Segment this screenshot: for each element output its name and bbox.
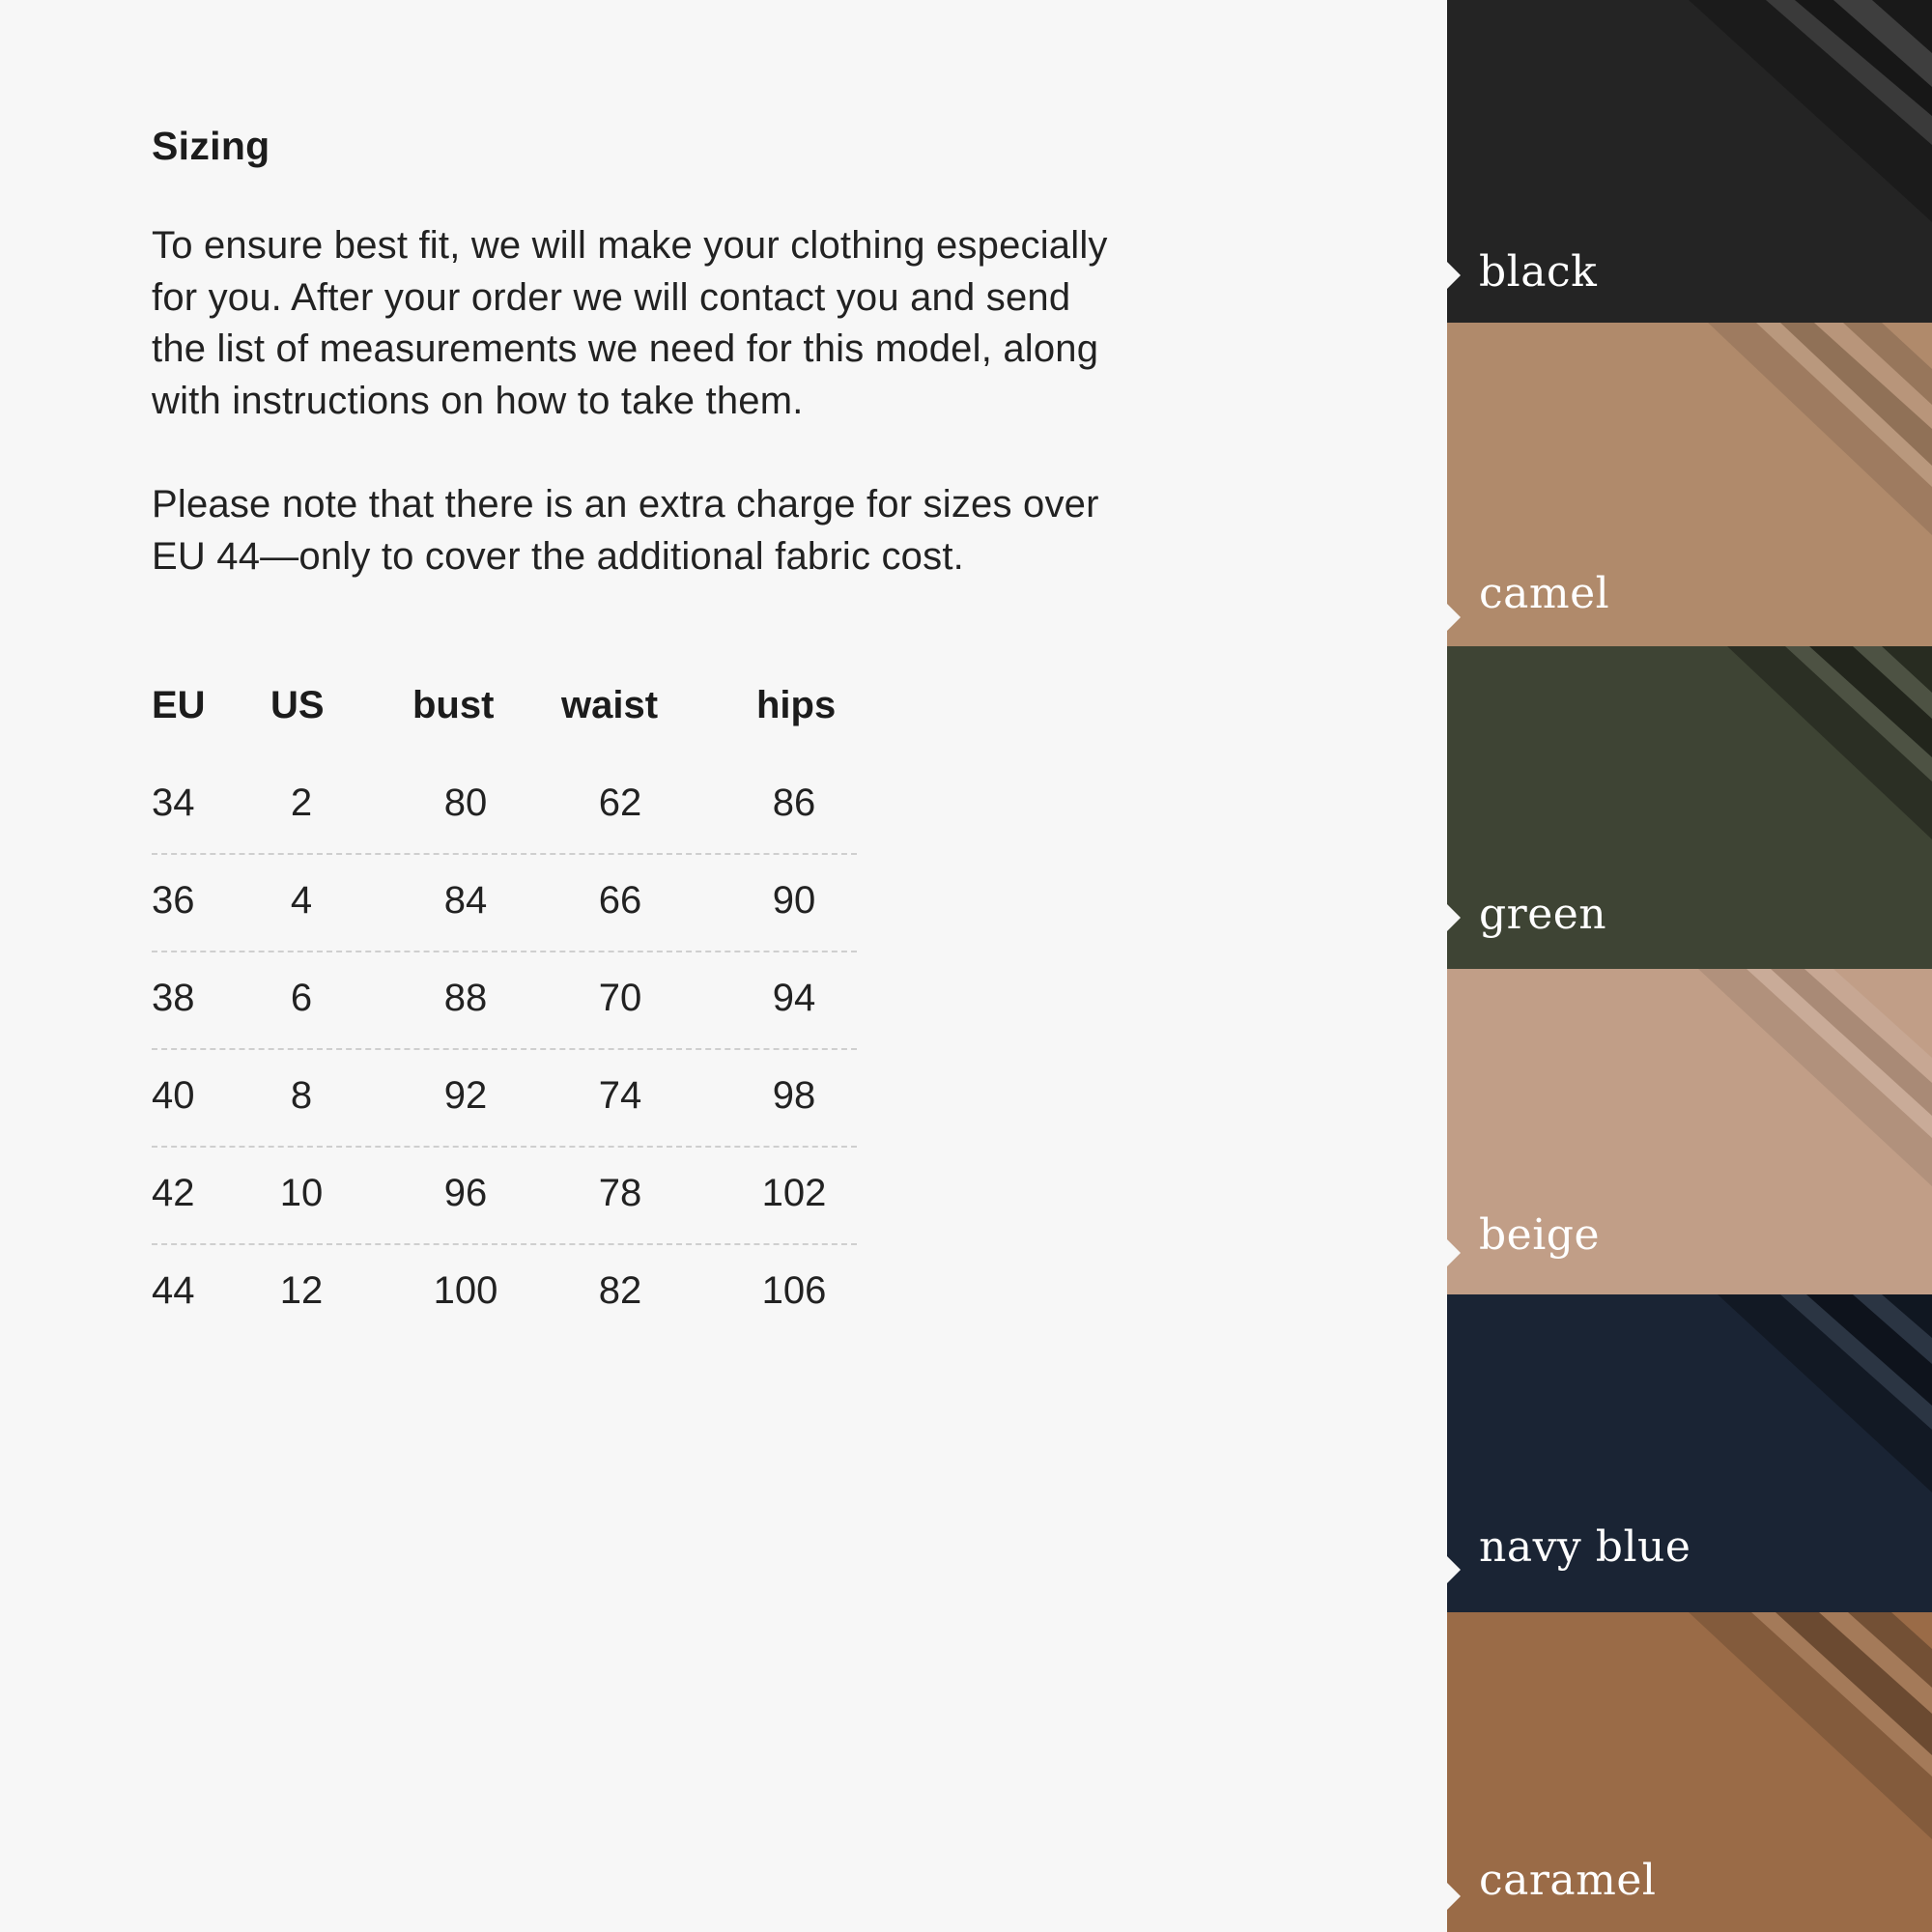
cell-hips: 86 bbox=[772, 781, 816, 824]
label-pointer bbox=[1447, 604, 1461, 631]
size-table bbox=[152, 676, 857, 1359]
table-row bbox=[152, 871, 857, 969]
label-pointer bbox=[1447, 262, 1461, 289]
swatch-beige bbox=[1447, 969, 1932, 1294]
header-hips: hips bbox=[756, 684, 837, 726]
cell-hips: 90 bbox=[772, 879, 816, 922]
row-divider bbox=[152, 1146, 857, 1148]
cell-hips: 94 bbox=[772, 977, 816, 1019]
cell-waist: 74 bbox=[598, 1074, 642, 1117]
cell-hips: 102 bbox=[761, 1172, 827, 1214]
row-divider bbox=[152, 853, 857, 855]
cell-eu: 36 bbox=[152, 879, 195, 922]
cell-bust: 84 bbox=[443, 879, 488, 922]
table-row bbox=[152, 1066, 857, 1164]
label-pointer bbox=[1447, 904, 1461, 931]
label-pointer bbox=[1447, 1239, 1461, 1266]
table-row bbox=[152, 1262, 857, 1359]
color-swatches bbox=[1447, 0, 1932, 1932]
cell-waist: 78 bbox=[598, 1172, 642, 1214]
color-label: beige bbox=[1479, 1210, 1600, 1260]
cell-eu: 40 bbox=[152, 1074, 195, 1117]
label-pointer bbox=[1447, 1556, 1461, 1583]
cell-us: 10 bbox=[279, 1172, 324, 1214]
cell-bust: 88 bbox=[443, 977, 488, 1019]
row-divider bbox=[152, 1048, 857, 1050]
color-label: caramel bbox=[1479, 1856, 1657, 1905]
cell-us: 8 bbox=[290, 1074, 313, 1117]
header-waist: waist bbox=[561, 684, 659, 726]
swatch-green bbox=[1447, 646, 1932, 969]
color-label: black bbox=[1479, 247, 1598, 297]
color-label: camel bbox=[1479, 569, 1610, 618]
cell-eu: 34 bbox=[152, 781, 195, 824]
cell-bust: 80 bbox=[443, 781, 488, 824]
section-title: Sizing bbox=[152, 124, 270, 168]
swatch-navy-blue bbox=[1447, 1294, 1932, 1612]
cell-waist: 70 bbox=[598, 977, 642, 1019]
swatch-black bbox=[1447, 0, 1932, 323]
table-row bbox=[152, 969, 857, 1066]
table-row bbox=[152, 774, 857, 871]
fit-paragraph: To ensure best fit, we will make your clothing especially for you. After your order we will contact you and send the list of measurements we need for this model, along with instructions on how to take them. bbox=[152, 224, 1108, 422]
cell-eu: 38 bbox=[152, 977, 195, 1019]
cell-waist: 62 bbox=[598, 781, 642, 824]
color-label: green bbox=[1479, 890, 1607, 939]
cell-waist: 66 bbox=[598, 879, 642, 922]
cell-bust: 96 bbox=[443, 1172, 488, 1214]
cell-us: 12 bbox=[279, 1269, 324, 1312]
cell-bust: 100 bbox=[433, 1269, 498, 1312]
header-us: US bbox=[270, 684, 325, 726]
cell-eu: 44 bbox=[152, 1269, 195, 1312]
row-divider bbox=[152, 1243, 857, 1245]
swatch-caramel bbox=[1447, 1612, 1932, 1932]
row-divider bbox=[152, 951, 857, 952]
cell-hips: 106 bbox=[761, 1269, 827, 1312]
color-label: navy blue bbox=[1479, 1522, 1691, 1572]
cell-hips: 98 bbox=[772, 1074, 816, 1117]
swatch-camel bbox=[1447, 323, 1932, 646]
cell-eu: 42 bbox=[152, 1172, 195, 1214]
cell-bust: 92 bbox=[443, 1074, 488, 1117]
cell-us: 2 bbox=[290, 781, 313, 824]
cell-us: 4 bbox=[290, 879, 313, 922]
extra-charge-paragraph: Please note that there is an extra charge for sizes over EU 44—only to cover the additional fabric cost. bbox=[152, 483, 1099, 578]
cell-us: 6 bbox=[290, 977, 313, 1019]
label-pointer bbox=[1447, 1883, 1461, 1910]
cell-waist: 82 bbox=[598, 1269, 642, 1312]
size-table-header bbox=[152, 676, 857, 774]
header-eu: EU bbox=[152, 684, 206, 726]
header-bust: bust bbox=[412, 684, 495, 726]
table-row bbox=[152, 1164, 857, 1262]
